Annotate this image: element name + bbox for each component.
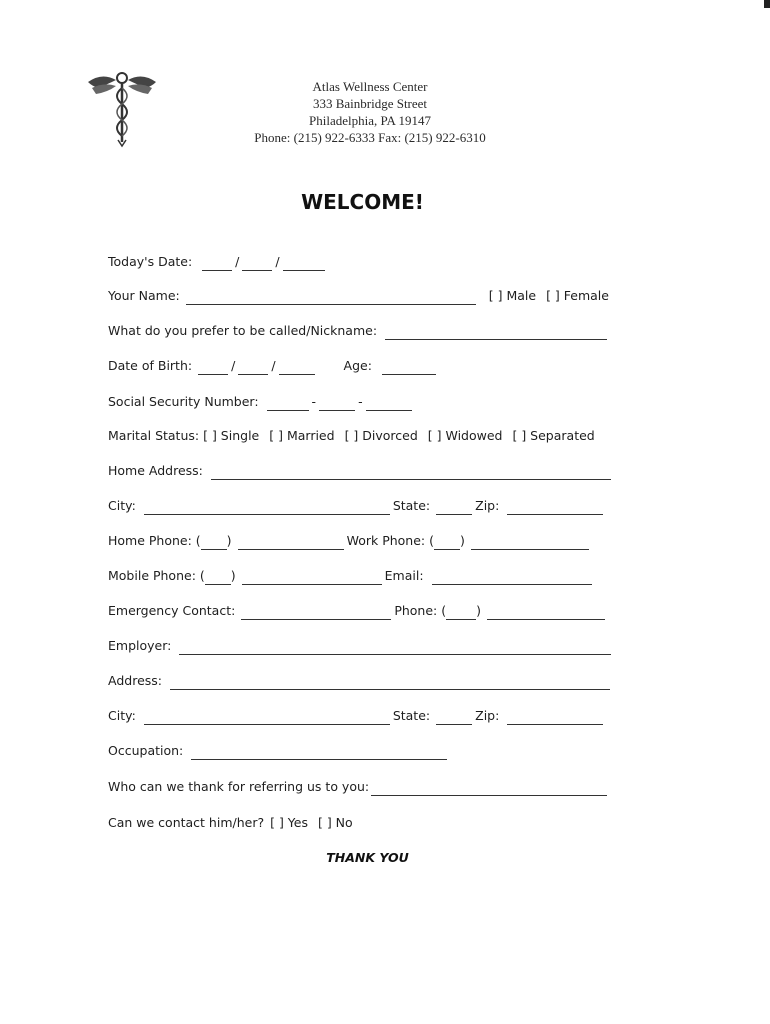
nickname-blank[interactable] [385, 326, 607, 340]
state-label: State: [392, 708, 431, 723]
date-day-blank[interactable] [242, 257, 272, 271]
todays-date-row [108, 253, 328, 271]
work-area-code-blank[interactable] [434, 536, 460, 550]
date-slash: / [275, 254, 280, 269]
email-label: Email: [384, 568, 424, 583]
age-blank[interactable] [382, 361, 436, 375]
mobile-row [108, 567, 595, 585]
city-row [108, 497, 606, 515]
employer-city-row [108, 707, 606, 725]
mobile-phone-label: Mobile Phone: ( [108, 568, 205, 583]
employer-state-blank[interactable] [436, 711, 472, 725]
state-label: State: [392, 498, 431, 513]
dob-slash: / [271, 358, 276, 373]
dob-year-blank[interactable] [279, 361, 315, 375]
ssn-dash: - [358, 394, 363, 409]
org-street: 333 Bainbridge Street [312, 96, 428, 111]
ssn-dash: - [311, 394, 317, 409]
employer-city-blank[interactable] [144, 711, 390, 725]
emergency-phone-blank[interactable] [487, 606, 605, 620]
yes-checkbox[interactable]: [ ] Yes [270, 815, 308, 830]
referral-blank[interactable] [371, 782, 607, 796]
divorced-checkbox[interactable]: [ ] Divorced [344, 428, 418, 443]
home-area-code-blank[interactable] [201, 536, 227, 550]
male-checkbox[interactable]: [ ] Male [488, 288, 537, 303]
name-blank[interactable] [186, 291, 476, 305]
work-phone-blank[interactable] [471, 536, 589, 550]
email-blank[interactable] [432, 571, 592, 585]
occupation-row [108, 742, 450, 760]
ssn-part3-blank[interactable] [366, 397, 412, 411]
occupation-blank[interactable] [191, 746, 447, 760]
female-checkbox[interactable]: [ ] Female [546, 288, 609, 303]
referral-label: Who can we thank for referring us to you: [108, 779, 370, 794]
ssn-row [108, 393, 415, 411]
paren: ) [476, 603, 482, 618]
org-name: Atlas Wellness Center [312, 79, 428, 94]
city-label: City: [108, 498, 136, 513]
single-checkbox[interactable]: [ ] Single [203, 428, 260, 443]
employer-address-row [108, 672, 613, 690]
home-phone-blank[interactable] [238, 536, 344, 550]
org-contact: Phone: (215) 922-6333 Fax: (215) 922-6310 [254, 130, 486, 145]
zip-label: Zip: [475, 708, 500, 723]
dob-day-blank[interactable] [238, 361, 268, 375]
scan-corner-mark [764, 0, 770, 8]
employer-zip-blank[interactable] [507, 711, 603, 725]
phones-row [108, 532, 592, 550]
address-label: Address: [108, 673, 162, 688]
separated-checkbox[interactable]: [ ] Separated [512, 428, 595, 443]
employer-address-blank[interactable] [170, 676, 610, 690]
dob-label: Date of Birth: [108, 358, 193, 373]
employer-row [108, 637, 614, 655]
dob-month-blank[interactable] [198, 361, 228, 375]
contact-question-label: Can we contact him/her? [108, 815, 265, 830]
date-year-blank[interactable] [283, 257, 325, 271]
no-checkbox[interactable]: [ ] No [317, 815, 353, 830]
referral-row [108, 778, 610, 796]
date-slash: / [235, 254, 240, 269]
date-month-blank[interactable] [202, 257, 232, 271]
emergency-contact-blank[interactable] [241, 606, 391, 620]
caduceus-logo-icon [84, 68, 160, 148]
paren: ) [459, 533, 465, 548]
org-city: Philadelphia, PA 19147 [309, 113, 431, 128]
emergency-contact-label: Emergency Contact: [108, 603, 236, 618]
letterhead [200, 78, 540, 146]
age-label: Age: [343, 358, 372, 373]
name-row [108, 287, 609, 305]
work-phone-label: Work Phone: ( [346, 533, 434, 548]
employer-label: Employer: [108, 638, 172, 653]
zip-blank[interactable] [507, 501, 603, 515]
city-label: City: [108, 708, 136, 723]
paren: ) [230, 568, 236, 583]
married-checkbox[interactable]: [ ] Married [269, 428, 335, 443]
ssn-part2-blank[interactable] [319, 397, 355, 411]
home-phone-label: Home Phone: ( [108, 533, 201, 548]
your-name-label: Your Name: [108, 288, 180, 303]
ssn-part1-blank[interactable] [267, 397, 309, 411]
emergency-area-code-blank[interactable] [446, 606, 476, 620]
home-address-blank[interactable] [211, 466, 611, 480]
zip-label: Zip: [475, 498, 500, 513]
nickname-row [108, 322, 610, 340]
dob-row [108, 357, 439, 375]
marital-row [108, 427, 595, 445]
home-address-label: Home Address: [108, 463, 203, 478]
employer-blank[interactable] [179, 641, 611, 655]
occupation-label: Occupation: [108, 743, 184, 758]
contact-row [108, 814, 353, 832]
nickname-label: What do you prefer to be called/Nickname: [108, 323, 378, 338]
dob-slash: / [231, 358, 236, 373]
marital-label: Marital Status: [108, 428, 200, 443]
mobile-phone-blank[interactable] [242, 571, 382, 585]
paren: ) [226, 533, 232, 548]
thank-you-text: THANK YOU [326, 850, 409, 865]
mobile-area-code-blank[interactable] [205, 571, 231, 585]
widowed-checkbox[interactable]: [ ] Widowed [427, 428, 503, 443]
emergency-phone-label: Phone: ( [394, 603, 447, 618]
state-blank[interactable] [436, 501, 472, 515]
emergency-row [108, 602, 608, 620]
home-address-row [108, 462, 614, 480]
ssn-label: Social Security Number: [108, 394, 259, 409]
todays-date-label: Today's Date: [108, 254, 193, 269]
page-title: WELCOME! [301, 190, 424, 214]
city-blank[interactable] [144, 501, 390, 515]
